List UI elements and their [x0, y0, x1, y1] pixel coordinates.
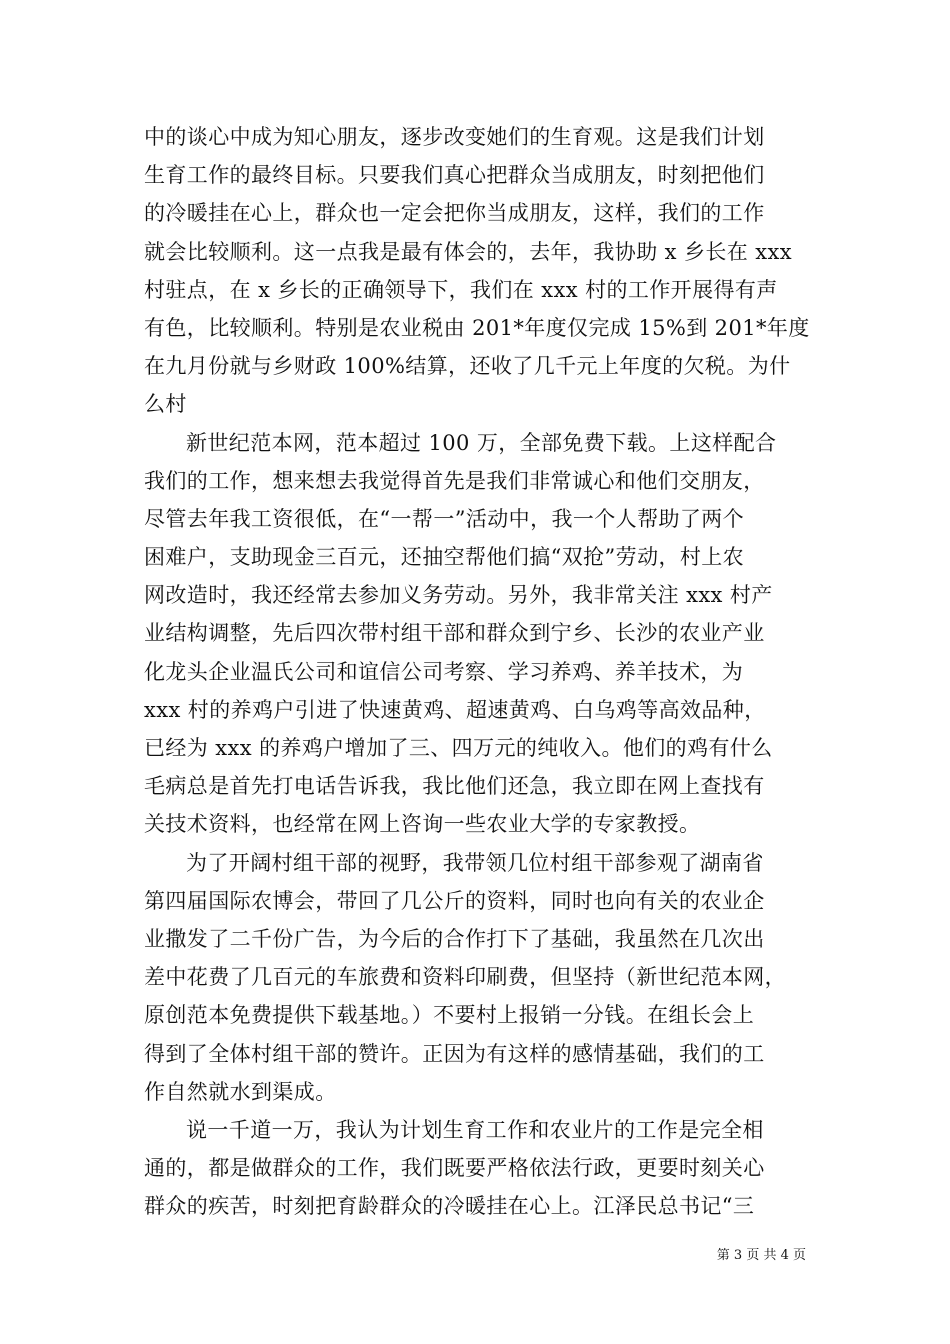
text-line: 有色，比较顺利。特别是农业税由 201*年度仅完成 15%到 201*年度 — [144, 315, 810, 340]
page-number: 第 3 页 共 4 页 — [716, 1248, 806, 1263]
text-line: 尽管去年我工资很低，在“一帮一”活动中，我一个人帮助了两个 — [144, 506, 745, 531]
text-line: 我们的工作，想来想去我觉得首先是我们非常诚心和他们交朋友， — [144, 468, 765, 493]
text-line: 中的谈心中成为知心朋友，逐步改变她们的生育观。这是我们计划 — [144, 125, 765, 149]
paragraph-start-line: 说一千道一万，我认为计划生育工作和农业片的工作是完全相 — [186, 1117, 764, 1142]
paragraph-start-line: 为了开阔村组干部的视野，我带领几位村组干部参观了湖南省 — [186, 850, 764, 875]
text-line: 困难户，支助现金三百元，还抽空帮他们搞“双抢”劳动，村上农 — [144, 545, 745, 570]
text-line: 差中花费了几百元的车旅费和资料印刷费，但坚持（新世纪范本网， — [144, 965, 786, 990]
paragraph-start-line: 新世纪范本网，范本超过 100 万，全部免费下载。上这样配合 — [186, 430, 777, 455]
text-line: 得到了全体村组干部的赞许。正因为有这样的感情基础，我们的工 — [144, 1041, 765, 1066]
text-line: 村驻点，在 x 乡长的正确领导下，我们在 xxx 村的工作开展得有声 — [144, 277, 778, 302]
text-line: 已经为 xxx 的养鸡户增加了三、四万元的纯收入。他们的鸡有什么 — [144, 736, 773, 760]
text-line: 业结构调整，先后四次带村组干部和群众到宁乡、长沙的农业产业 — [144, 621, 765, 646]
text-line: 业撒发了二千份广告，为今后的合作打下了基础，我虽然在几次出 — [144, 926, 765, 951]
text-line: 通的，都是做群众的工作，我们既要严格依法行政，更要时刻关心 — [144, 1156, 765, 1181]
document-body — [144, 118, 810, 1225]
text-line: 化龙头企业温氏公司和谊信公司考察、学习养鸡、养羊技术，为 — [144, 659, 744, 684]
text-line: 第四届国际农博会，带回了几公斤的资料，同时也向有关的农业企 — [144, 888, 765, 913]
text-line: 作自然就水到渠成。 — [144, 1079, 337, 1104]
text-line: 生育工作的最终目标。只要我们真心把群众当成朋友，时刻把他们 — [144, 163, 765, 188]
text-line: 的冷暖挂在心上，群众也一定会把你当成朋友，这样，我们的工作 — [144, 201, 765, 226]
text-line: 群众的疾苦，时刻把育龄群众的冷暖挂在心上。江泽民总书记“三 — [144, 1194, 755, 1219]
text-line: 网改造时，我还经常去参加义务劳动。另外，我非常关注 xxx 村产 — [144, 583, 773, 608]
text-line: 原创范本免费提供下载基地。）不要村上报销一分钱。在组长会上 — [144, 1003, 755, 1028]
text-line: 就会比较顺利。这一点我是最有体会的，去年，我协助 x 乡长在 xxx — [144, 239, 792, 264]
text-line: 关技术资料，也经常在网上咨询一些农业大学的专家教授。 — [144, 812, 701, 837]
text-line: xxx 村的养鸡户引进了快速黄鸡、超速黄鸡、白乌鸡等高效品种， — [144, 697, 766, 722]
text-line: 毛病总是首先打电话告诉我，我比他们还急，我立即在网上查找有 — [144, 774, 765, 799]
text-line: 在九月份就与乡财政 100%结算，还收了几千元上年度的欠税。为什 — [144, 354, 791, 379]
text-line: 么村 — [144, 392, 187, 417]
